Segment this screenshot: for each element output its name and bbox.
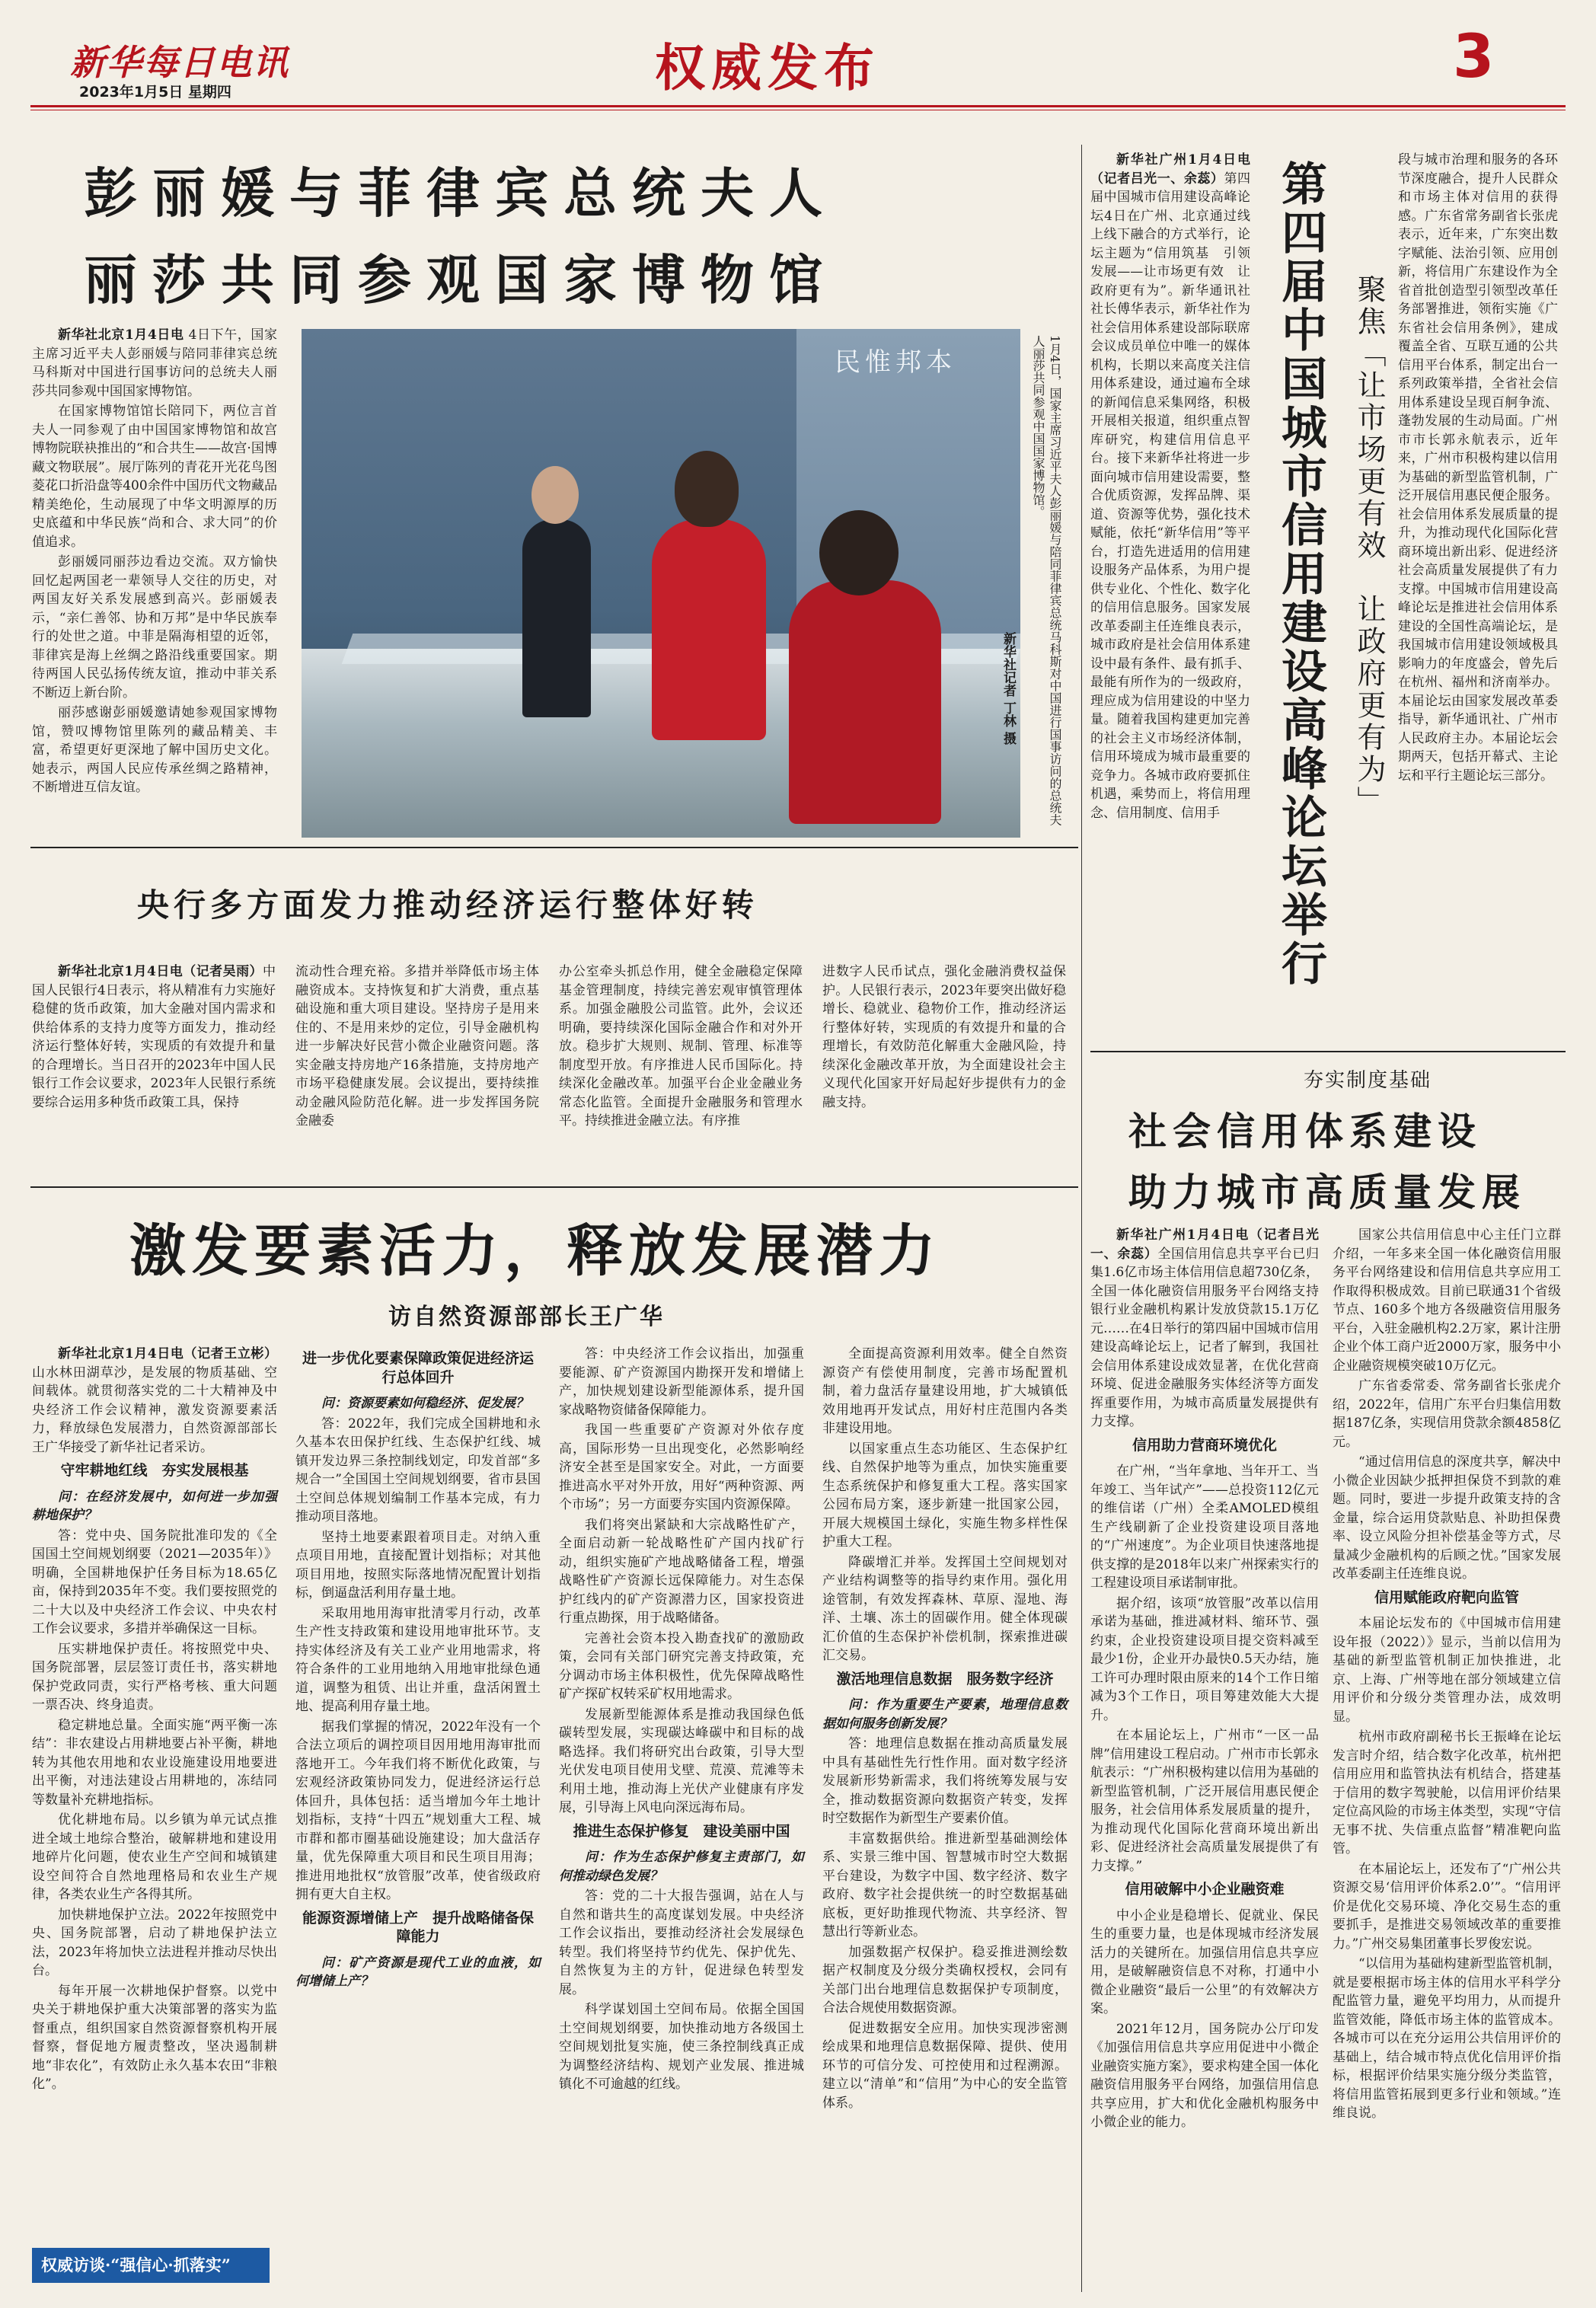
art5-text: 在本届论坛上，广州市“一区一品牌”信用建设工程启动。广州市市长郭永航表示：“广州积极构建以信用为基础的新型监管机制，广泛开展信用惠民便企服务，社会信用体系发展质量的提升，为推动现代化国际化营商环境出新出彩、促进经济社会高质量发展提供了有力支撑。” <box>1090 1728 1319 1874</box>
art3-question-4: 问：作为生态保护修复主责部门，如何推动绿色发展？ <box>559 1850 804 1884</box>
art5-title-line2: 助力城市高质量发展 <box>1128 1170 1526 1215</box>
art2-col3 <box>559 962 803 1132</box>
art3-answer: 降碳增汇并举。发挥国土空间规划对产业结构调整等的指导约束作用。强化用途管制，有效发挥森林、草原、湿地、海洋、土壤、冻土的固碳作用。健全体现碳汇价值的生态保护补偿机制，探索推进碳汇交易。 <box>822 1554 1068 1663</box>
art2-lead: 新华社北京1月4日电（记者吴雨） <box>58 964 263 979</box>
art3-answer: 答：党中央、国务院批准印发的《全国国土空间规划纲要（2021—2035年）》明确，全国耕地保护任务目标为18.65亿亩，保持到2035年不变。我们要按照党的二十大以及中央经济工作会议、中央农村工作会议要求，多措并举确保这一目标。 <box>32 1527 277 1636</box>
art3-answer: 我国一些重要矿产资源对外依存度高，国际形势一旦出现变化，必然影响经济安全甚至是国家安全。对此，一方面要推进高水平对外开放，用好“两种资源、两个市场”；另一方面要夯实国内资源保障。 <box>559 1422 804 1512</box>
art3-heading-4: 推进生态保护修复 建设美丽中国 <box>573 1822 790 1840</box>
art1-para: 丽莎感谢彭丽媛邀请她参观国家博物馆，赞叹博物馆里陈列的藏品精美、丰富，希望更好更深地了解中国历史文化。她表示，两国人民应传承丝绸之路精神，不断增进互信友谊。 <box>32 705 277 795</box>
art5-kicker: 夯实制度基础 <box>1304 1069 1432 1092</box>
art3-answer: 完善社会资本投入勘查找矿的激励政策，会同有关部门研究完善支持政策，充分调动市场主体积极性，优先保障战略性矿产探矿权转采矿权用地需求。 <box>559 1630 804 1702</box>
art3-answer: 科学谋划国土空间布局。依据全国国土空间规划纲要，加快推动地方各级国土空间规划批复实施，使三条控制线真正成为调整经济结构、规划产业发展、推进城镇化不可逾越的红线。 <box>559 2002 804 2092</box>
art2-bottom-rule <box>30 1186 1078 1188</box>
art5-heading-2: 信用破解中小企业融资难 <box>1125 1881 1285 1898</box>
art1-para: 彭丽媛同丽莎边看边交流。双方愉快回忆起两国老一辈领导人交往的历史，对两国友好关系发展感到高兴。彭丽媛表示，“亲仁善邻、协和万邦”是中华民族奉行的处世之道。中菲是隔海相望的近邻，菲律宾是海上丝绸之路沿线重要国家。期待两国人民弘扬传统友谊，推动中菲关系不断迈上新台阶。 <box>32 554 277 701</box>
art3-title: 激发要素活力，释放发展潜力 <box>129 1218 941 1284</box>
figure-guide <box>522 519 591 717</box>
art3-question-1: 问：在经济发展中，如何进一步加强耕地保护？ <box>32 1489 277 1523</box>
art5-text: 2021年12月，国务院办公厅印发《加强信用信息共享应用促进中小微企业融资实施方案》，要求构建全国一体化融资信用服务平台网络，加强信用信息共享应用，扩大和优化金融机构服务中小微企业的能力。 <box>1090 2021 1319 2130</box>
art3-answer: 答：地理信息数据在推动高质量发展中具有基础性先行性作用。面对数字经济发展新形势新需求，我们将统筹发展与安全，推动数据资源向数据资产转变，发挥时空数据作为新型生产要素价值。 <box>822 1736 1068 1826</box>
art3-intro: 山水林田湖草沙，是发展的物质基础、空间载体。就贯彻落实党的二十大精神及中央经济工作会议精神，激发资源要素活力，释放绿色发展潜力，自然资源部部长王广华接受了新华社记者采访。 <box>32 1365 277 1455</box>
art3-answer: 全面提高资源利用效率。健全自然资源资产有偿使用制度，完善市场配置机制，着力盘活存量建设用地，扩大城镇低效用地再开发试点，用好村庄范围内各类非建设用地。 <box>822 1346 1068 1436</box>
art3-answer: 答：中央经济工作会议指出，加强重要能源、矿产资源国内勘探开发和增储上产，加快规划建设新型能源体系，提升国家战略物资储备保障能力。 <box>559 1346 804 1418</box>
masthead-logo: 新华每日电讯 <box>70 42 289 83</box>
column-divider <box>1081 145 1082 2292</box>
art3-answer: 坚持土地要素跟着项目走。对纳入重点项目用地，直接配置计划指标；对其他项目用地，按照实际落地情况配置计划指标，倒逼盘活利用存量土地。 <box>295 1529 541 1601</box>
art1-photo-credit: 新华社记者 丁林 摄 <box>1001 632 1016 745</box>
art1-title-line1: 彭丽媛与菲律宾总统夫人 <box>84 161 838 225</box>
art5-text: 中小企业是稳增长、促就业、保民生的重要力量，也是体现城市经济发展活力的关键所在。加强信用信息共享应用，是破解融资信息不对称，打通中小微企业融资“最后一公里”的有效解决方案。 <box>1090 1907 1319 2016</box>
art1-bottom-rule <box>30 847 1078 848</box>
art3-question-5: 问：作为重要生产要素，地理信息数据如何服务创新发展？ <box>822 1697 1068 1732</box>
art5-heading-1: 信用助力营商环境优化 <box>1132 1436 1277 1454</box>
art2-text: 中国人民银行4日表示，将从精准有力实施好稳健的货币政策，加大金融对国内需求和供给体系的支持力度等方面发力，推动经济运行整体好转，实现质的有效提升和量的合理增长。当日召开的2023年中国人民银行工作会议要求，2023年人民银行系统要综合运用多种货币政策工具，保持 <box>32 964 276 1110</box>
art4-col1 <box>1090 151 1250 824</box>
art4-text: 段与城市治理和服务的各环节深度融合，提升人民群众和市场主体对信用的获得感。广东省常务副省长张虎表示，近年来，广东突出数字赋能、法治引领、应用创新，将信用广东建设作为全省首批创造型引领型改革任务部署推进，领衔实施《广东省社会信用条例》，建成覆盖全省、互联互通的公共信用平台体系，制定出台一系列政策举措，全省社会信用体系建设呈现百舸争流、蓬勃发展的生动局面。广州市市长郭永航表示，近年来，广州市积极构建以信用为基础的新型监管机制，广泛开展信用惠民便企服务。社会信用体系发展质量的提升，为推动现代化国际化营商环境出新出彩、促进经济社会高质量发展提供了有力支撑。中国城市信用建设高峰论坛是推进社会信用体系建设的全国性高端论坛，是我国城市信用建设领域极具影响力的年度盛会，曾先后在杭州、福州和济南举办。本届论坛由国家发展改革委指导，新华通讯社、广州市人民政府主办。本届论坛会期两天，包括开幕式、主论坛和平行主题论坛三部分。 <box>1398 152 1558 784</box>
art5-text: 广东省委常委、常务副省长张虎介绍，2022年，信用广东平台归集信用数据187亿条，实现信用贷款余额4858亿元。 <box>1333 1378 1561 1450</box>
art3-col2 <box>295 1345 541 1993</box>
masthead-rule <box>30 105 1566 107</box>
art5-text: 国家公共信用信息中心主任门立群介绍，一年多来全国一体化融资信用服务平台网络建设和信用信息共享应用工作取得积极成效。目前已联通31个省级节点、160多个地方各级融资信用服务平台，入驻金融机构2.2万家，累计注册企业个体工商户近2000万家，服务中小企业融资规模突破10万亿元。 <box>1333 1227 1561 1374</box>
art3-answer: 每年开展一次耕地保护督察。以党中央关于耕地保护重大决策部署的落实为监督重点，组织国家自然资源督察机构开展督察，督促地方履责整改，坚决遏制耕地“非农化”，有效防止永久基本农田“非粮化”。 <box>32 1983 277 2092</box>
art1-body <box>32 326 277 799</box>
art1-lead: 新华社北京1月4日电 <box>58 327 184 343</box>
art3-col1 <box>32 1345 277 2096</box>
art2-title: 央行多方面发力推动经济运行整体好转 <box>137 886 759 924</box>
art2-text: 流动性合理充裕。多措并举降低市场主体融资成本。支持恢复和扩大消费，重点基础设施和重大项目建设。坚持房子是用来住的、不是用来炒的定位，引导金融机构进一步解决好民营小微企业融资问题。落实金融支持房地产16条措施，支持房地产市场平稳健康发展。会议提出，要持续推动金融风险防范化解。进一步发挥国务院金融委 <box>295 964 539 1128</box>
series-tag: 权威访谈·“强信心·抓落实” <box>32 2248 270 2283</box>
art3-heading-1: 守牢耕地红线 夯实发展根基 <box>60 1462 249 1479</box>
art5-col1 <box>1090 1226 1319 2134</box>
art4-text: 第四届中国城市信用建设高峰论坛4日在广州、北京通过线上线下融合的方式举行，论坛主题为“信用筑基 引领发展——让市场更有效 让政府更有为”。新华通讯社社长傅华表示，新华社作为社会信用体系建设部际联席会议成员单位中唯一的媒体机构，长期以来高度关注信用体系建设，通过遍布全球的新闻信息采集网络，积极开展相关报道，组织重点智库研究，构建信用信息平台。接下来新华社将进一步面向城市信用建设需要，整合优质资源，发挥品牌、渠道、资源等优势，强化技术赋能，依托“新华信用”等平台，打造先进适用的信用建设服务产品体系，为用户提供专业化、个性化、数字化的信用信息服务。国家发展改革委副主任连维良表示，城市政府是社会信用体系建设中最有条件、最有抓手、最能有所作为的一级政府，理应成为信用建设的中坚力量。随着我国构建更加完善的社会主义市场经济体制，信用环境成为城市最重要的竞争力。各城市政府要抓住机遇，乘势而上，将信用理念、信用制度、信用手 <box>1090 171 1251 821</box>
art3-answer: 答：2022年，我们完成全国耕地和永久基本农田保护红线、生态保护红线、城镇开发边界三条控制线划定，印发首部“多规合一”全国国土空间规划纲要，省市县国土空间总体规划编制工作基本完成，有力推动项目落地。 <box>295 1416 541 1524</box>
art3-answer: 促进数据安全应用。加快实现涉密测绘成果和地理信息数据保障、提供、使用环节的可信分发、可控使用和过程溯源。建立以“清单”和“信用”为中心的安全监管体系。 <box>822 2020 1068 2111</box>
art5-heading-3: 信用赋能政府靶向监管 <box>1374 1588 1519 1606</box>
art3-col4 <box>822 1345 1068 2114</box>
art3-heading-3: 能源资源增储上产 提升战略储备保障能力 <box>302 1909 534 1945</box>
art1-para: 4日下午，国家主席习近平夫人彭丽媛与陪同菲律宾总统马科斯对中国进行国事访问的总统夫人丽莎共同参观中国国家博物馆。 <box>32 327 277 399</box>
art1-para: 在国家博物馆馆长陪同下，两位言首夫人一同参观了由中国国家博物馆和故宫博物院联袂推出的“和合共生——故宫·国博藏文物联展”。展厅陈列的青花开光花鸟图菱花口折沿盘等400余件中国历代文物藏品精美绝伦，生动展现了中华文明源厚的历史底蕴和中华民族“尚和合、求大同”的价值追求。 <box>32 404 277 550</box>
art2-col4 <box>822 962 1066 1113</box>
art1-title-line2: 丽莎共同参观国家博物馆 <box>84 248 838 311</box>
art5-text: 全国信用信息共享平台已归集1.6亿市场主体信用信息超730亿条，全国一体化融资信用服务平台网络支持银行业金融机构累计发放贷款15.1万亿元……在4日举行的第四届中国城市信用建设高峰论坛上，记者了解到，我国社会信用体系建设成效显著，在优化营商环境、促进金融服务实体经济等方面发挥重要作用，为城市高质量发展提供有力支撑。 <box>1090 1246 1319 1429</box>
art4-lead: 新华社广州1月4日电（记者吕光一、余蕊） <box>1090 152 1250 187</box>
masthead-date: 2023年1月5日 星期四 <box>79 84 231 101</box>
art5-text: 在广州，“当年拿地、当年开工、当年竣工、当年试产”——总投资112亿元的维信诺（广州）全柔AMOLED模组生产线刷新了企业投资建设项目落地的“广州速度”。为企业项目快速落地提供支撑的是2018年以来广州探索实行的工程建设项目承诺制审批。 <box>1090 1464 1319 1591</box>
art3-answer: 采取用地用海审批清零月行动，改革生产性支持政策和建设用地审批环节。支持实体经济及有关工业产业用地需求，将符合条件的工业用地纳入用地审批绿色通道，调整为租赁、出让并重，盘活闲置土地、提高利用存量土地。 <box>295 1605 541 1714</box>
art5-text: “以信用为基础构建新型监管机制，就是要根据市场主体的信用水平科学分配监管力量，避免平均用力，从而提升监管效能，降低市场主体的监管成本。各城市可以在充分运用公共信用评价的基础上，结合城市特点优化信用评价指标，根据评价结果实施分级分类监管，将信用监管拓展到更多行业和领域。”连维良说。 <box>1333 1956 1561 2121</box>
art5-title-line1: 社会信用体系建设 <box>1128 1109 1482 1154</box>
art3-answer: 丰富数据供给。推进新型基础测绘体系、实景三维中国、智慧城市时空大数据平台建设，为数字中国、数字经济、数字政府、数字社会提供统一的时空数据基础底板，更好助推现代物流、共享经济、智慧出行等新业态。 <box>822 1831 1068 1939</box>
art3-answer: 压实耕地保护责任。将按照党中央、国务院部署，层层签订责任书，落实耕地保护党政同责，实行严格考核、重大问题一票否决、终身追责。 <box>32 1641 277 1713</box>
art5-lead: 新华社广州1月4日电（记者吕光一、余蕊） <box>1090 1227 1319 1262</box>
art3-answer: 我们将突出紧缺和大宗战略性矿产，全面启动新一轮战略性矿产国内找矿行动，组织实施矿产地战略储备工程，增强战略性矿产资源长远保障能力。对生态保护红线内的矿产资源潜力区，国家投资进行重点勘探，用于战略储备。 <box>559 1517 804 1626</box>
art5-text: 杭州市政府副秘书长王振峰在论坛发言时介绍，结合数字化改革，杭州把信用应用和监管执法有机结合，搭建基于信用的数字驾驶舱，以信用评价结果定位高风险的市场主体类型，实现“守信无事不扰、失信重点监督”精准靶向监管。 <box>1333 1729 1561 1856</box>
art3-answer: 据我们掌握的情况，2022年没有一个合法立项后的调控项目因用地用海审批而落地开工。今年我们将不断优化政策，与宏观经济政策协同发力，促进经济运行总体回升，具体包括：适当增加今年土地计划指标，支持“十四五”规划重大工程、城市群和都市圈基础设施建设；加大盘活存量，优先保障重大项目和民生项目用海；推进用地批权“放管服”改革，使省级政府拥有更大自主权。 <box>295 1719 541 1902</box>
art2-text: 办公室牵头抓总作用，健全金融稳定保障基金管理制度，持续完善宏观审慎管理体系。加强金融股公司监管。此外，会议还明确，要持续深化国际金融合作和对外开放。稳步扩大规则、规制、管理、标准等制度型开放。有序推进人民币国际化。持续深化金融改革。加强平台企业金融业务常态化监管。全面提升金融服务和管理水平。持续推进金融立法。有序推 <box>559 964 803 1128</box>
art3-answer: 稳定耕地总量。全面实施“两平衡一冻结”：非农建设占用耕地要占补平衡，耕地转为其他农用地和农业设施建设用地要进出平衡，对违法建设占用耕地的，冻结同等数量补充耕地指标。 <box>32 1717 277 1808</box>
art3-heading-5: 激活地理信息数据 服务数字经济 <box>836 1670 1054 1687</box>
art2-col2 <box>295 962 539 1132</box>
art3-answer: 加强数据产权保护。稳妥推进测绘数据产权制度及分级分类确权授权，会同有关部门出台地理信息数据保护专项制度，合法合规使用数据资源。 <box>822 1944 1068 2016</box>
art2-col1 <box>32 962 276 1113</box>
figure-liza <box>789 580 941 824</box>
art1-photo-caption: 1月4日，国家主席习近平夫人彭丽媛与陪同菲律宾总统马科斯对中国进行国事访问的总统夫人丽莎共同参观中国国家博物馆。 <box>1031 335 1062 826</box>
art3-heading-2: 进一步优化要素保障政策促进经济运行总体回升 <box>302 1350 534 1386</box>
figure-peng-liyuan-head <box>675 451 739 527</box>
art3-answer: 答：党的二十大报告强调，站在人与自然和谐共生的高度谋划发展。中央经济工作会议指出，要推动经济社会发展绿色转型。我们将坚持节约优先、保护优先、自然恢复为主的方针，促进绿色转型发展。 <box>559 1888 804 1997</box>
art5-text: “通过信用信息的深度共享，解决中小微企业因缺少抵押担保贷不到款的难题。同时，要进一步提升政策支持的含金量，综合运用贷款贴息、补助担保费率、设立风险分担补偿基金等方式，尽量减少金融机构的后顾之忧。”国家发展改革委副主任连维良说。 <box>1333 1454 1561 1582</box>
art3-col3 <box>559 1345 804 2096</box>
art4-subtitle: 聚焦「让市场更有效 让政府更有为」 <box>1352 274 1386 818</box>
art4-col2 <box>1398 151 1558 787</box>
figure-liza-head <box>819 510 899 595</box>
art4-title: 第四届中国城市信用建设高峰论坛举行 <box>1274 160 1327 988</box>
art2-text: 进数字人民币试点，强化金融消费权益保护。人民银行表示，2023年要突出做好稳增长、稳就业、稳物价工作，推动经济运行整体好转，实现质的有效提升和量的合理增长，有效防范化解重大金融风险，持续深化金融改革开放，为全面建设社会主义现代化国家开好局起好步提供有力的金融支持。 <box>822 964 1066 1110</box>
art3-answer: 以国家重点生态功能区、生态保护红线、自然保护地等为重点，加快实施重要生态系统保护和修复重大工程。落实国家公园布局方案，逐步新建一批国家公园，开展大规模国土绿化，实施生物多样性保护重大工程。 <box>822 1441 1068 1550</box>
museum-wall-text: 民惟邦本 <box>835 347 956 378</box>
art1-photo <box>302 329 1020 838</box>
art4-bottom-rule <box>1090 1051 1566 1052</box>
art3-answer: 优化耕地布局。以乡镇为单元试点推进全域土地综合整治，破解耕地和建设用地碎片化问题，使农业生产空间和城镇建设空间符合自然地理格局和农业生产规律，各类农业生产各得其所。 <box>32 1812 277 1902</box>
page-number: 3 <box>1453 23 1495 91</box>
figure-peng-liyuan <box>652 519 766 740</box>
section-title: 权威发布 <box>655 38 880 97</box>
art3-question-2: 问：资源要素如何稳经济、促发展？ <box>321 1396 528 1411</box>
art5-col2 <box>1333 1226 1561 2124</box>
art3-answer: 发展新型能源体系是推动我国绿色低碳转型发展，实现碳达峰碳中和目标的战略选择。我们将研究出台政策，引导大型光伏发电项目使用戈壁、荒漠、荒滩等未利用土地，推动海上光伏产业健康有序发展，引导海上风电向深远海布局。 <box>559 1706 804 1815</box>
art5-text: 本届论坛发布的《中国城市信用建设年报（2022）》显示，当前以信用为基础的新型监管机制正加快推进，北京、上海、广州等地在部分领域建立信用评价和分级分类管理办法，成效明显。 <box>1333 1616 1561 1725</box>
art3-lead: 新华社北京1月4日电（记者王立彬） <box>58 1346 277 1361</box>
art3-question-3: 问：矿产资源是现代工业的血液，如何增储上产？ <box>295 1955 541 1989</box>
art3-answer: 加快耕地保护立法。2022年按照党中央、国务院部署，启动了耕地保护法立法，2023年将加快立法进程并推动尽快出台。 <box>32 1907 277 1978</box>
art3-subtitle: 访自然资源部部长王广华 <box>388 1304 665 1330</box>
art5-text: 在本届论坛上，还发布了“广州公共资源交易‘信用评价体系2.0’”。“信用评价是优化交易环境、净化交易生态的重要抓手，是推进交易领域改革的重要推力。”广州交易集团董事长罗俊宏说。 <box>1333 1861 1561 1952</box>
art5-text: 据介绍，该项“放管服”改革以信用承诺为基础，推进减材料、缩环节、强约束，企业投资建设项目提交资料减至最少1份，企业开办最快0.5天办结，施工许可办理时限由原来的14个工作日缩减为3个工作日，项目筹建效能大大提升。 <box>1090 1595 1319 1723</box>
figure-guide-head <box>531 466 579 524</box>
